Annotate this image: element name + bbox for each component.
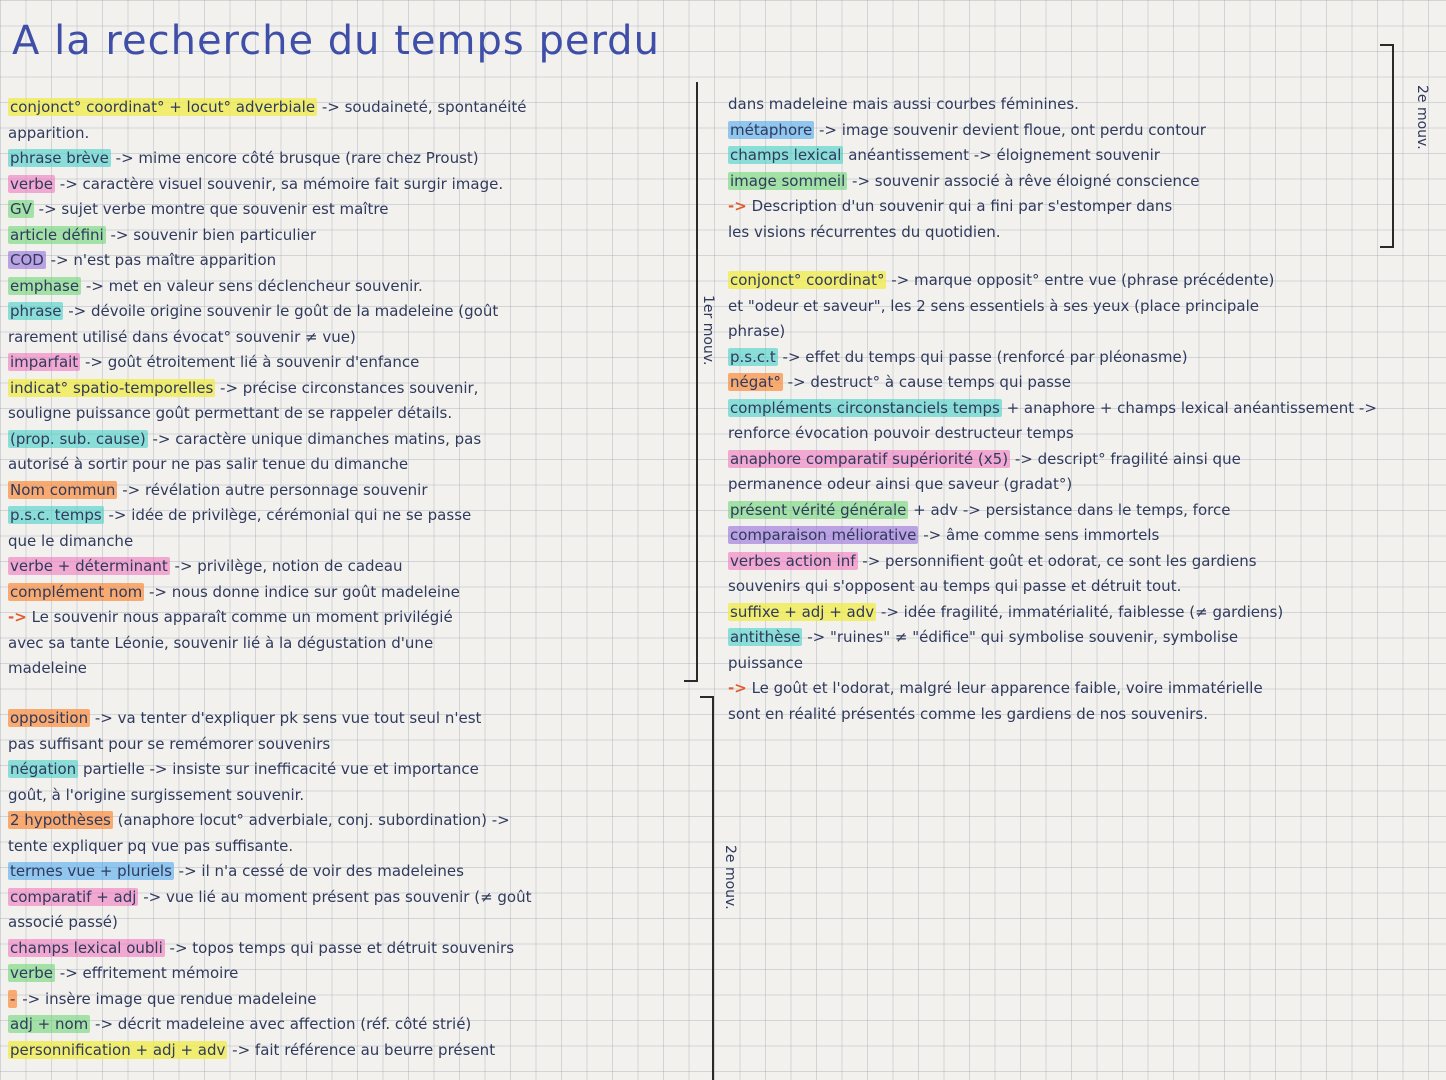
note-line (728, 447, 1440, 473)
note-text: -> insère image que rendue madeleine (17, 989, 317, 1008)
note-line (8, 834, 698, 860)
note-line (8, 1012, 698, 1038)
highlighted-term: verbe + déterminant (10, 557, 168, 575)
note-line (8, 95, 688, 121)
note-text: Le souvenir nous apparaît comme un moment privilégié (26, 608, 453, 626)
note-text: -> il n'a cessé de voir des madeleines (173, 862, 464, 880)
note-text: les visions récurrentes du quotidien. (728, 222, 1001, 241)
note-line (728, 92, 1388, 118)
highlighted-term: opposition (10, 709, 89, 727)
label-first-movement: 1er mouv. (700, 295, 716, 366)
note-line (8, 401, 688, 427)
note-text: sont en réalité présentés comme les gardiens de nos souvenirs. (728, 704, 1209, 723)
highlighted-term: comparatif + adj (10, 887, 137, 906)
note-line (728, 268, 1440, 294)
note-line (728, 651, 1440, 677)
note-text: autorisé à sortir pour ne pas salir tenue du dimanche (8, 455, 409, 473)
highlighted-term: phrase (10, 302, 62, 320)
note-text: goût, à l'origine surgissement souvenir. (8, 785, 305, 804)
note-line (728, 549, 1440, 575)
note-line (8, 503, 688, 529)
note-text: -> vue lié au moment présent pas souvenir (≠ goût (138, 887, 532, 906)
note-text: souvenirs qui s'opposent au temps qui passe et détruit tout. (728, 577, 1182, 595)
note-text: -> souvenir bien particulier (105, 225, 317, 244)
note-text: -> souvenir associé à rêve éloigné conscience (847, 171, 1200, 190)
note-text: -> soudaineté, spontanéité (317, 98, 527, 116)
highlighted-term: imparfait (10, 353, 79, 371)
note-line (8, 172, 688, 198)
highlighted-term: champs lexical oubli (10, 938, 163, 957)
note-text: -> personnifient goût et odorat, ce sont les gardiens (857, 551, 1257, 570)
note-line (8, 605, 688, 631)
note-text: souligne puissance goût permettant de se rappeler détails. (8, 404, 453, 422)
highlighted-term: personnification + adj + adv (10, 1040, 226, 1059)
note-line (8, 274, 688, 300)
note-line (8, 427, 688, 453)
highlighted-term: anaphore comparatif supériorité (x5) (730, 449, 1009, 468)
note-line (8, 197, 688, 223)
highlighted-term: compléments circonstanciels temps (730, 398, 1000, 417)
note-line (8, 146, 688, 172)
note-line (8, 452, 688, 478)
note-line (728, 421, 1440, 447)
note-line (8, 783, 698, 809)
page-title: A la recherche du temps perdu (12, 18, 660, 64)
highlighted-term: image sommeil (730, 171, 846, 190)
note-line (8, 961, 698, 987)
note-line (728, 523, 1440, 549)
note-line (8, 936, 698, 962)
note-text: tente expliquer pq vue pas suffisante. (8, 836, 294, 855)
note-line (728, 294, 1440, 320)
highlighted-term: termes vue + pluriels (10, 862, 172, 880)
note-text: -> privilège, notion de cadeau (169, 557, 403, 575)
note-text: -> image souvenir devient floue, ont perdu contour (814, 120, 1206, 139)
conclusion-arrow: -> (728, 679, 747, 697)
bracket-second-movement-right (1392, 44, 1394, 248)
bracket-second-movement-right-top (1380, 44, 1394, 46)
highlighted-term: emphase (10, 276, 80, 295)
highlighted-term: p.s.c. temps (10, 506, 102, 524)
bracket-second-movement-left-top (700, 696, 714, 698)
note-text: -> va tenter d'expliquer pk sens vue tout seul n'est (90, 709, 482, 727)
highlighted-term: présent vérité générale (730, 500, 907, 519)
note-line (728, 370, 1440, 396)
highlighted-term: verbe (10, 964, 54, 982)
note-text: -> mime encore côté brusque (rare chez Proust) (110, 149, 479, 167)
note-text: -> caractère unique dimanches matins, pas (147, 429, 482, 448)
highlighted-term: COD (10, 251, 44, 269)
note-text: -> idée fragilité, immatérialité, faiblesse (≠ gardiens) (876, 602, 1284, 621)
note-text: phrase) (728, 322, 786, 340)
note-line (8, 223, 688, 249)
note-line (728, 345, 1440, 371)
right-column-first-part (728, 92, 1388, 245)
highlighted-term: négation (10, 760, 77, 778)
note-text: pas suffisant pour se remémorer souvenirs (8, 734, 331, 753)
note-line (8, 656, 688, 682)
highlighted-term: Nom commun (10, 480, 116, 499)
note-text: avec sa tante Léonie, souvenir lié à la dégustation d'une (8, 633, 434, 652)
note-text: dans madeleine mais aussi courbes féminines. (728, 95, 1079, 113)
bracket-second-movement-left (712, 696, 714, 1080)
note-line (8, 987, 698, 1013)
note-text: -> destruct° à cause temps qui passe (782, 373, 1071, 391)
note-text: que le dimanche (8, 531, 134, 550)
note-text: Description d'un souvenir qui a fini par s'estomper dans (746, 197, 1173, 215)
left-column-first-part (8, 95, 688, 682)
note-text: -> nous donne indice sur goût madeleine (144, 582, 460, 601)
note-line (8, 248, 688, 274)
highlighted-term: antithèse (730, 628, 801, 646)
note-line (8, 529, 688, 555)
note-line (8, 554, 688, 580)
note-text: -> effet du temps qui passe (renforcé par pléonasme) (777, 347, 1188, 366)
note-line (728, 194, 1388, 220)
bracket-first-movement-bottom (684, 680, 698, 682)
note-line (8, 376, 688, 402)
note-line (728, 220, 1388, 246)
note-line (8, 885, 698, 911)
label-second-movement-right: 2e mouv. (1414, 85, 1430, 150)
note-line (8, 299, 688, 325)
note-line (728, 625, 1440, 651)
right-column-second-part (728, 268, 1440, 727)
note-line (8, 325, 688, 351)
highlighted-term: comparaison méliorative (730, 526, 917, 544)
note-text: permanence odeur ainsi que saveur (gradat°) (728, 475, 1073, 493)
note-text: -> fait référence au beurre présent (227, 1040, 496, 1059)
note-text: rarement utilisé dans évocat° souvenir ≠ vue) (8, 327, 356, 346)
highlighted-term: conjonct° coordinat° + locut° adverbiale (10, 98, 316, 116)
note-line (728, 143, 1388, 169)
note-text: + adv -> persistance dans le temps, force (908, 500, 1231, 519)
note-line (8, 350, 688, 376)
note-text: -> précise circonstances souvenir, (215, 378, 479, 397)
highlighted-term: champs lexical (730, 146, 842, 164)
note-text: -> révélation autre personnage souvenir (117, 480, 428, 499)
conclusion-arrow: -> (8, 608, 27, 626)
note-line (728, 574, 1440, 600)
highlighted-term: GV (10, 200, 32, 218)
highlighted-term: métaphore (730, 120, 813, 139)
note-line (8, 706, 698, 732)
note-text: -> caractère visuel souvenir, sa mémoire fait surgir image. (55, 174, 504, 193)
highlighted-term: article défini (10, 225, 104, 244)
note-text: -> topos temps qui passe et détruit souvenirs (164, 938, 515, 957)
highlighted-term: suffixe + adj + adv (730, 602, 875, 621)
note-line (8, 121, 688, 147)
note-text: -> effritement mémoire (55, 964, 239, 982)
highlighted-term: (prop. sub. cause) (10, 429, 146, 448)
note-text: anéantissement -> éloignement souvenir (843, 146, 1160, 164)
note-line (8, 910, 698, 936)
note-text: -> n'est pas maître apparition (45, 251, 277, 269)
note-line (728, 396, 1440, 422)
note-text: -> descript° fragilité ainsi que (1010, 449, 1241, 468)
note-text: -> décrit madeleine avec affection (réf. côté strié) (90, 1015, 472, 1033)
note-line (728, 472, 1440, 498)
note-line (8, 478, 688, 504)
note-text: -> "ruines" ≠ "édifice" qui symbolise souvenir, symbolise (802, 628, 1239, 646)
bracket-second-movement-right-bottom (1380, 246, 1394, 248)
note-text: -> dévoile origine souvenir le goût de la madeleine (goût (63, 302, 499, 320)
highlighted-term: indicat° spatio-temporelles (10, 378, 214, 397)
note-text: + anaphore + champs lexical anéantissement -> (1001, 398, 1377, 417)
note-line (8, 808, 698, 834)
note-text: -> marque opposit° entre vue (phrase précédente) (886, 271, 1275, 289)
note-text: -> met en valeur sens déclencheur souvenir. (81, 276, 423, 295)
note-line (8, 1038, 698, 1064)
note-line (8, 859, 698, 885)
highlighted-term: - (10, 989, 16, 1008)
note-line (8, 757, 698, 783)
label-second-movement-left: 2e mouv. (722, 845, 738, 910)
note-line (8, 732, 698, 758)
note-line (728, 118, 1388, 144)
note-line (728, 169, 1388, 195)
left-column-second-part (8, 706, 698, 1063)
bracket-first-movement (696, 82, 698, 682)
highlighted-term: verbes action inf (730, 551, 856, 570)
note-line (728, 676, 1440, 702)
highlighted-term: complément nom (10, 582, 143, 601)
note-line (728, 600, 1440, 626)
note-line (728, 498, 1440, 524)
note-text: -> idée de privilège, cérémonial qui ne se passe (103, 506, 472, 524)
note-line (728, 702, 1440, 728)
note-text: associé passé) (8, 913, 118, 931)
highlighted-term: négat° (730, 373, 781, 391)
note-text: partielle -> insiste sur inefficacité vue et importance (78, 760, 479, 778)
note-text: apparition. (8, 123, 90, 142)
note-text: et "odeur et saveur", les 2 sens essentiels à ses yeux (place principale (728, 296, 1259, 315)
highlighted-term: adj + nom (10, 1015, 89, 1033)
note-text: renforce évocation pouvoir destructeur temps (728, 424, 1074, 442)
note-text: -> goût étroitement lié à souvenir d'enfance (80, 353, 420, 371)
highlighted-term: p.s.c.t (730, 347, 776, 366)
note-text: -> âme comme sens immortels (918, 526, 1160, 544)
note-line (8, 631, 688, 657)
conclusion-arrow: -> (728, 197, 747, 215)
highlighted-term: verbe (10, 174, 54, 193)
note-line (8, 580, 688, 606)
note-text: puissance (728, 653, 803, 672)
note-text: -> sujet verbe montre que souvenir est maître (33, 200, 389, 218)
note-text: madeleine (8, 659, 87, 677)
note-line (728, 319, 1440, 345)
note-text: (anaphore locut° adverbiale, conj. subordination) -> (112, 811, 510, 829)
note-text: Le goût et l'odorat, malgré leur apparence faible, voire immatérielle (746, 679, 1263, 697)
highlighted-term: phrase brève (10, 149, 109, 167)
highlighted-term: 2 hypothèses (10, 811, 111, 829)
highlighted-term: conjonct° coordinat° (730, 271, 885, 289)
